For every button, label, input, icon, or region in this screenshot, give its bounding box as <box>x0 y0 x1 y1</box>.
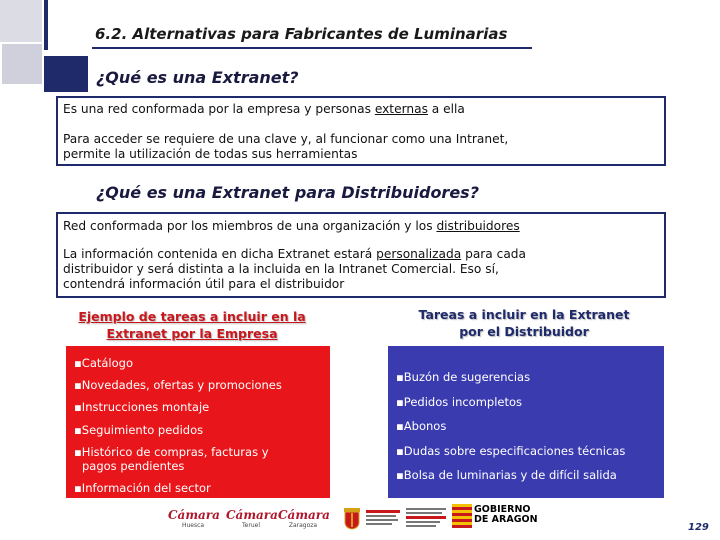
extranet-access-line2: permite la utilización de todas sus herramientas <box>63 147 358 161</box>
page-title: 6.2. Alternativas para Fabricantes de Luminarias <box>95 25 508 43</box>
gobierno-aragon-logo: GOBIERNO DE ARAGON <box>474 504 538 525</box>
title-underline <box>92 47 532 49</box>
list-item: ▪Información del sector <box>74 481 211 495</box>
left-column-title: Ejemplo de tareas a incluir en la Extranet por la Empresa <box>78 309 306 341</box>
distribuidores-info-line1: La información contenida en dicha Extranet estará personalizada para cada <box>63 247 527 261</box>
gobierno-aragon-emblem-icon <box>452 504 472 528</box>
list-item-continuation: pagos pendientes <box>82 459 185 473</box>
page-number: 129 <box>688 522 709 533</box>
list-item: ▪Novedades, ofertas y promociones <box>74 378 282 392</box>
extranet-access-line1: Para acceder se requiere de una clave y, al funcionar como una Intranet, <box>63 132 509 146</box>
camara-huesca-logo: Cámara Huesca <box>168 508 220 529</box>
camara-zaragoza-logo: Cámara Zaragoza <box>278 508 330 529</box>
ministry-text-graphic <box>366 510 402 528</box>
left-task-panel <box>66 346 330 498</box>
coat-of-arms-icon <box>342 506 362 530</box>
right-task-panel <box>388 346 664 498</box>
extranet-definition: Es una red conformada por la empresa y personas externas a ella <box>63 102 465 116</box>
list-item: ▪Pedidos incompletos <box>396 395 523 409</box>
distribuidores-info-line2: distribuidor y será distinta a la incluida en la Intranet Comercial. Eso sí, <box>63 262 499 276</box>
right-column-title: Tareas a incluir en la Extranet por el Distribuidor <box>418 307 630 339</box>
extranet-heading: ¿Qué es una Extranet? <box>96 68 299 87</box>
distribuidores-definition: Red conformada por los miembros de una organización y los distribuidores <box>63 219 520 233</box>
secretaria-text-graphic <box>406 508 448 530</box>
distribuidores-heading: ¿Qué es una Extranet para Distribuidores? <box>96 183 479 202</box>
extranet-box <box>56 96 666 166</box>
list-item: ▪Instrucciones montaje <box>74 400 210 414</box>
list-item: ▪Bolsa de luminarias y de difícil salida <box>396 468 617 482</box>
distribuidores-info-line3: contendrá información útil para el distribuidor <box>63 277 345 291</box>
camara-teruel-logo: Cámara Teruel <box>226 508 278 529</box>
list-item: ▪Seguimiento pedidos <box>74 423 204 437</box>
distribuidores-box <box>56 212 666 298</box>
list-item: ▪Abonos <box>396 419 447 433</box>
list-item: ▪Dudas sobre especificaciones técnicas <box>396 444 626 458</box>
list-item: ▪Histórico de compras, facturas y <box>74 445 269 459</box>
list-item: ▪Catálogo <box>74 356 133 370</box>
list-item: ▪Buzón de sugerencias <box>396 370 531 384</box>
